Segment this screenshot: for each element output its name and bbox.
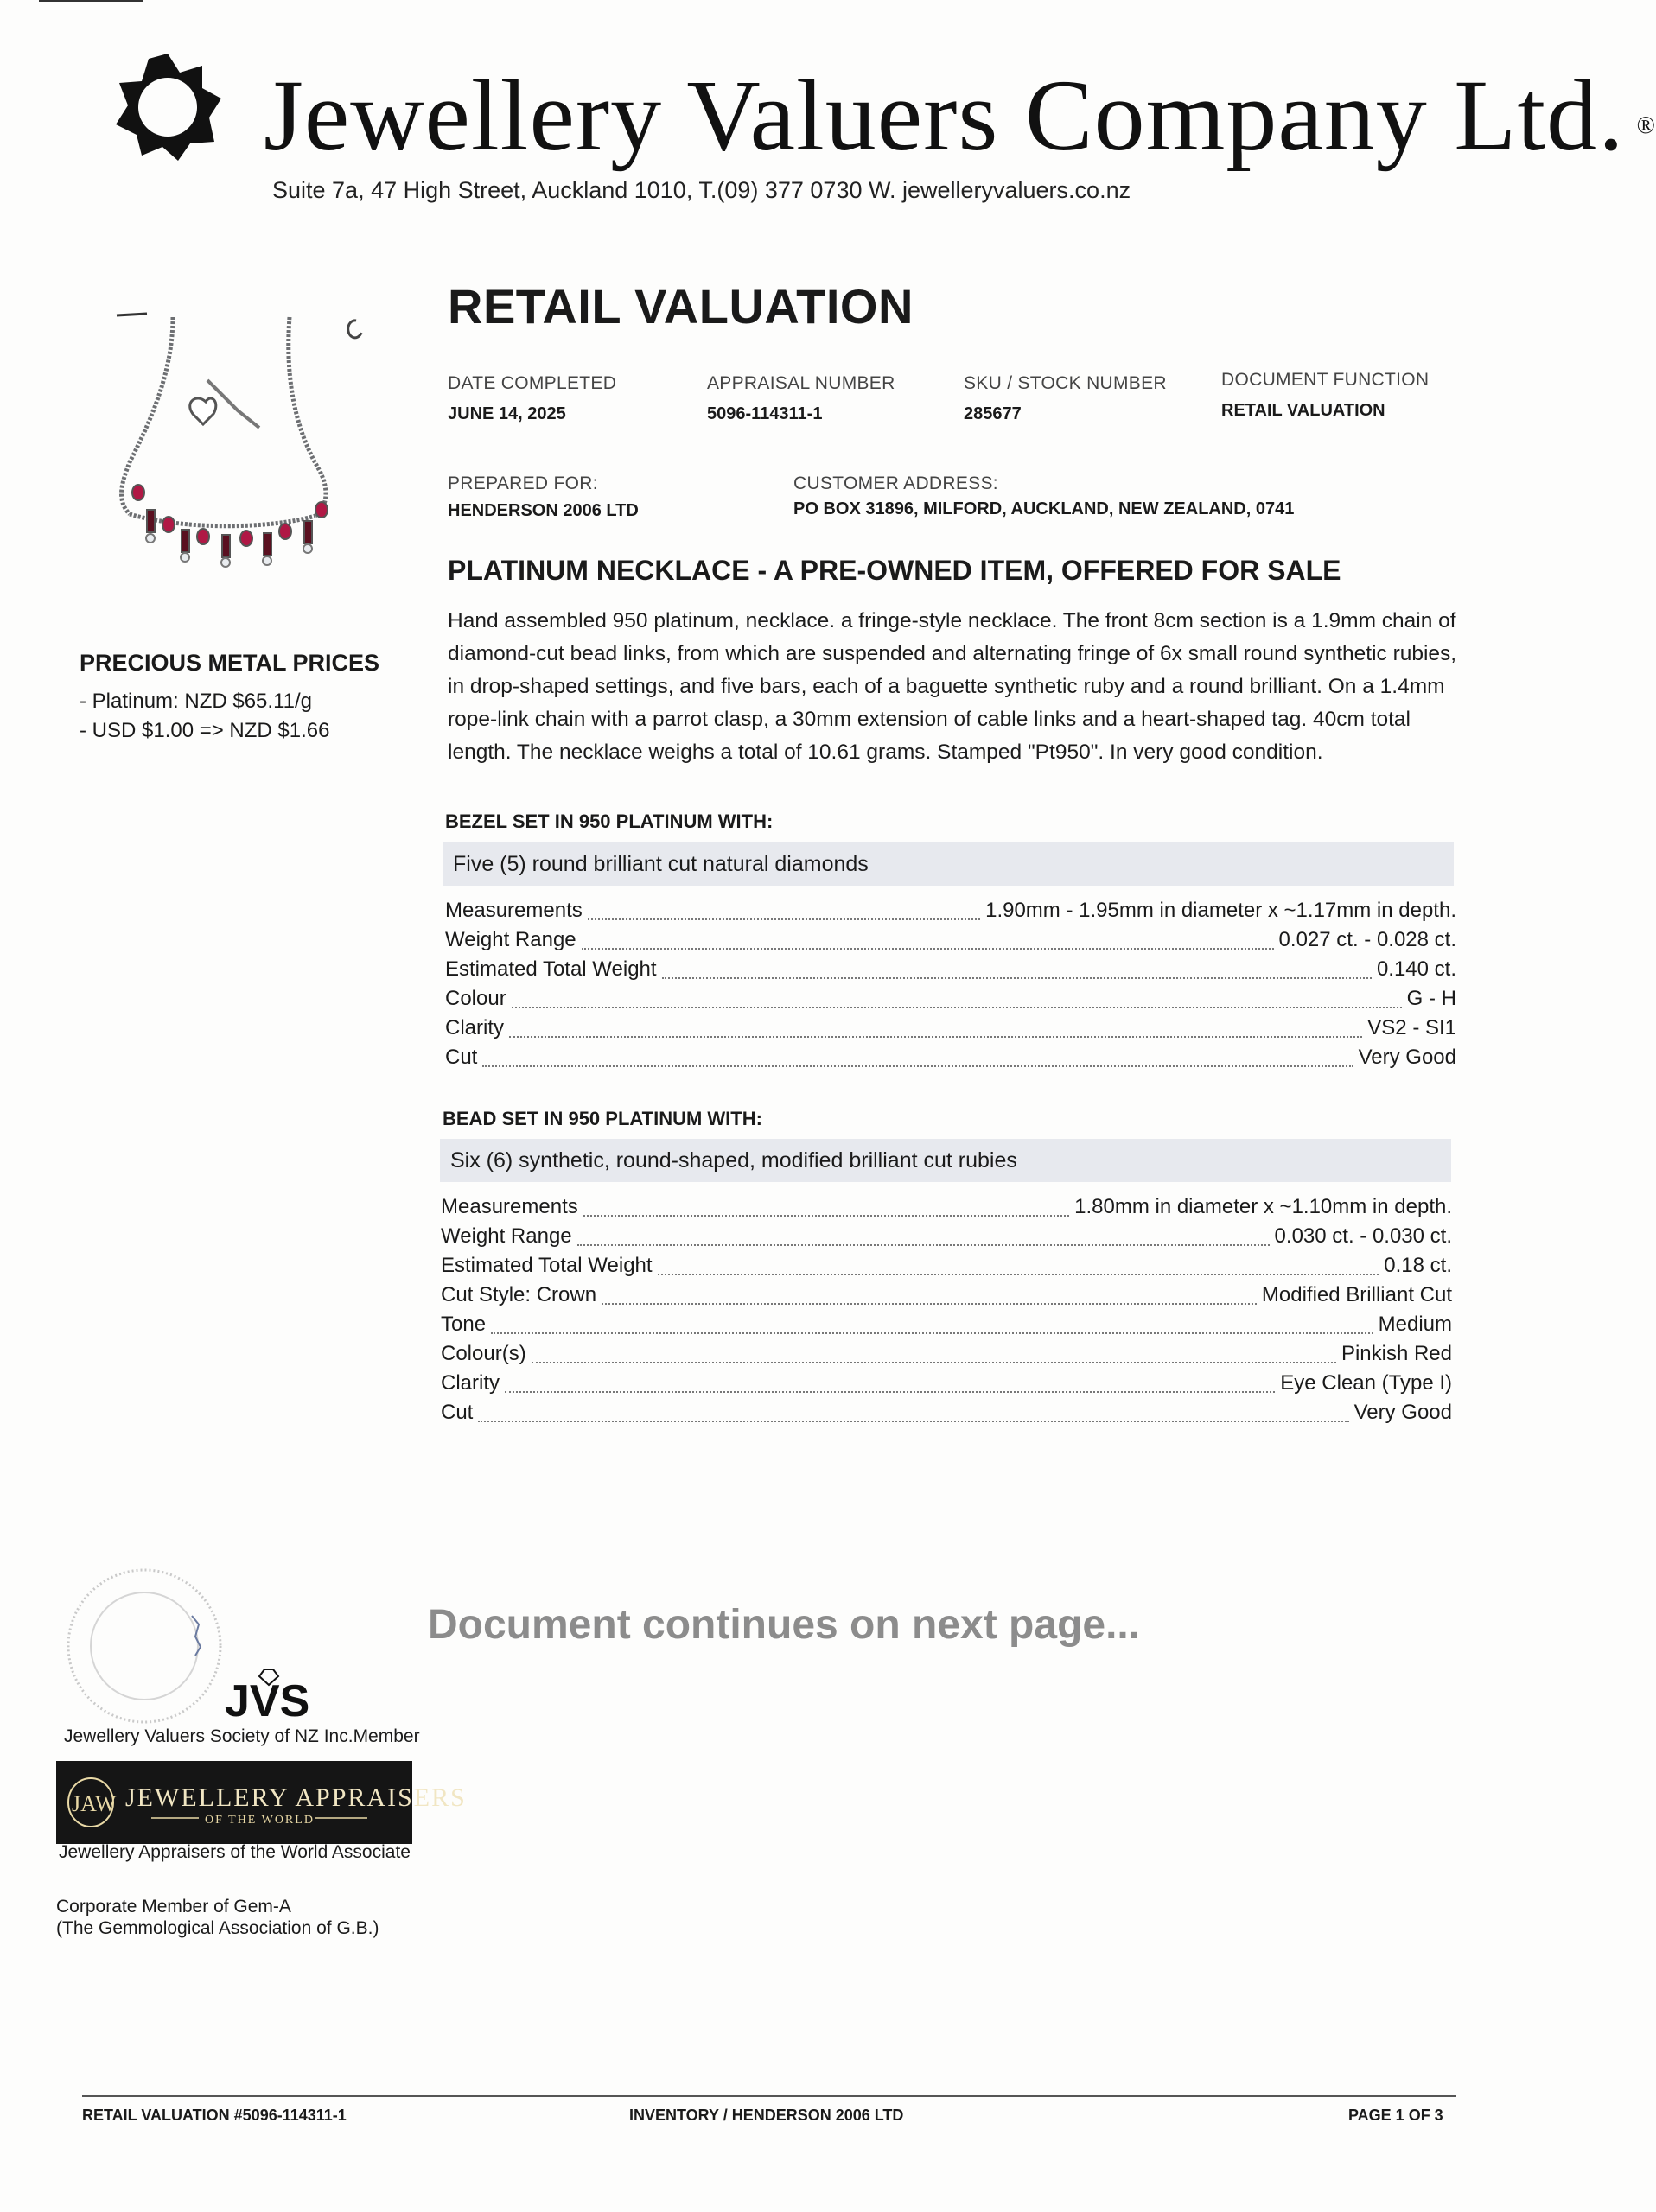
registered-mark: ® — [1636, 111, 1656, 139]
item-description: Hand assembled 950 platinum, necklace. a fringe-style necklace. The front 8cm section is a 1.9mm chain of diamond-cut bead links, from which are suspended and alternating fringe of 6x small round synthetic rubies, in drop-shaped settings, and five bars, each of a baguette synthetic ruby and a round brilliant. On a 1.4mm rope-link chain with a parrot clasp, a 30mm extension of cable links and a heart-shaped tag. 40cm total length. The necklace weighs a total of 10.61 grams. Stamped "Pt950". In very good condition. — [448, 609, 1457, 764]
footer-rule — [82, 2095, 1456, 2097]
bead-spec-list — [441, 1195, 1452, 1430]
spec-row: Weight Range 0.030 ct. - 0.030 ct. — [441, 1224, 1452, 1248]
bezel-stone-banner: Five (5) round brilliant cut natural diamonds — [443, 842, 1454, 886]
company-seal-icon — [62, 1564, 226, 1728]
footer-left: RETAIL VALUATION #5096-114311-1 — [82, 2107, 347, 2124]
customer-address-value: PO BOX 31896, MILFORD, AUCKLAND, NEW ZEALAND, 0741 — [793, 499, 1295, 518]
necklace-image — [78, 298, 389, 583]
meta-value-sku: 285677 — [964, 404, 1022, 423]
prepared-for-label: PREPARED FOR: — [448, 474, 598, 493]
meta-label-appraisal: APPRAISAL NUMBER — [707, 373, 895, 393]
metal-prices-title: PRECIOUS METAL PRICES — [80, 650, 380, 676]
footer-page: PAGE 1 OF 3 — [1348, 2107, 1443, 2124]
bezel-spec-list — [445, 899, 1456, 1075]
footer-center: INVENTORY / HENDERSON 2006 LTD — [629, 2107, 904, 2124]
jaw-logo-icon — [56, 1761, 467, 1844]
spec-row: Measurements 1.90mm - 1.95mm in diameter x ~1.17mm in depth. — [445, 899, 1456, 922]
svg-text:JEWELLERY APPRAISERS: JEWELLERY APPRAISERS — [125, 1783, 467, 1812]
spec-row: Cut Very Good — [441, 1401, 1452, 1424]
meta-label-function: DOCUMENT FUNCTION — [1221, 370, 1430, 390]
item-title: PLATINUM NECKLACE - A PRE-OWNED ITEM, OFFERED FOR SALE — [448, 555, 1341, 586]
gema-member-text: Corporate Member of Gem-A — [56, 1897, 291, 1916]
company-name: Jewellery Valuers Company Ltd. ® — [264, 59, 1656, 172]
meta-label-sku: SKU / STOCK NUMBER — [964, 373, 1167, 393]
spec-row: Colour G - H — [445, 987, 1456, 1010]
meta-value-function: RETAIL VALUATION — [1221, 401, 1385, 420]
jaw-associate-text: Jewellery Appraisers of the World Associate — [59, 1842, 411, 1862]
spec-row: Estimated Total Weight 0.18 ct. — [441, 1254, 1452, 1277]
jvs-member-text: Jewellery Valuers Society of NZ Inc.Member — [64, 1726, 420, 1746]
spec-row: Measurements 1.80mm in diameter x ~1.10mm in depth. — [441, 1195, 1452, 1218]
svg-text:OF THE WORLD: OF THE WORLD — [205, 1814, 315, 1827]
spec-row: Tone Medium — [441, 1313, 1452, 1336]
spec-row: Clarity VS2 - SI1 — [445, 1016, 1456, 1039]
meta-value-appraisal: 5096-114311-1 — [707, 404, 823, 423]
jvs-logo-icon — [223, 1668, 353, 1726]
bead-stone-banner: Six (6) synthetic, round-shaped, modified brilliant cut rubies — [440, 1139, 1451, 1182]
bead-heading: BEAD SET IN 950 PLATINUM WITH: — [443, 1108, 762, 1129]
document-title: RETAIL VALUATION — [448, 279, 914, 334]
spec-row: Colour(s) Pinkish Red — [441, 1342, 1452, 1365]
spec-row: Estimated Total Weight 0.140 ct. — [445, 957, 1456, 981]
company-address: Suite 7a, 47 High Street, Auckland 1010, T.(09) 377 0730 W. jewelleryvaluers.co.nz — [272, 177, 1131, 203]
meta-label-date: DATE COMPLETED — [448, 373, 617, 393]
svg-text:JAW: JAW — [72, 1791, 117, 1816]
jaw-logo — [56, 1761, 467, 1844]
gema-association-text: (The Gemmological Association of G.B.) — [56, 1918, 379, 1938]
continues-notice: Document continues on next page... — [428, 1602, 1141, 1648]
spec-row: Cut Style: Crown Modified Brilliant Cut — [441, 1283, 1452, 1306]
spec-row: Weight Range 0.027 ct. - 0.028 ct. — [445, 928, 1456, 951]
spec-row: Clarity Eye Clean (Type I) — [441, 1371, 1452, 1395]
bezel-heading: BEZEL SET IN 950 PLATINUM WITH: — [445, 810, 774, 832]
metal-price-platinum: - Platinum: NZD $65.11/g — [80, 690, 313, 713]
svg-text:JVS: JVS — [225, 1676, 310, 1726]
metal-price-usd: - USD $1.00 => NZD $1.66 — [80, 719, 330, 742]
meta-value-date: JUNE 14, 2025 — [448, 404, 566, 423]
prepared-for-value: HENDERSON 2006 LTD — [448, 501, 639, 520]
top-rule — [39, 0, 143, 2]
spec-row: Cut Very Good — [445, 1046, 1456, 1069]
customer-address-label: CUSTOMER ADDRESS: — [793, 474, 998, 493]
company-logo-icon — [111, 50, 225, 164]
